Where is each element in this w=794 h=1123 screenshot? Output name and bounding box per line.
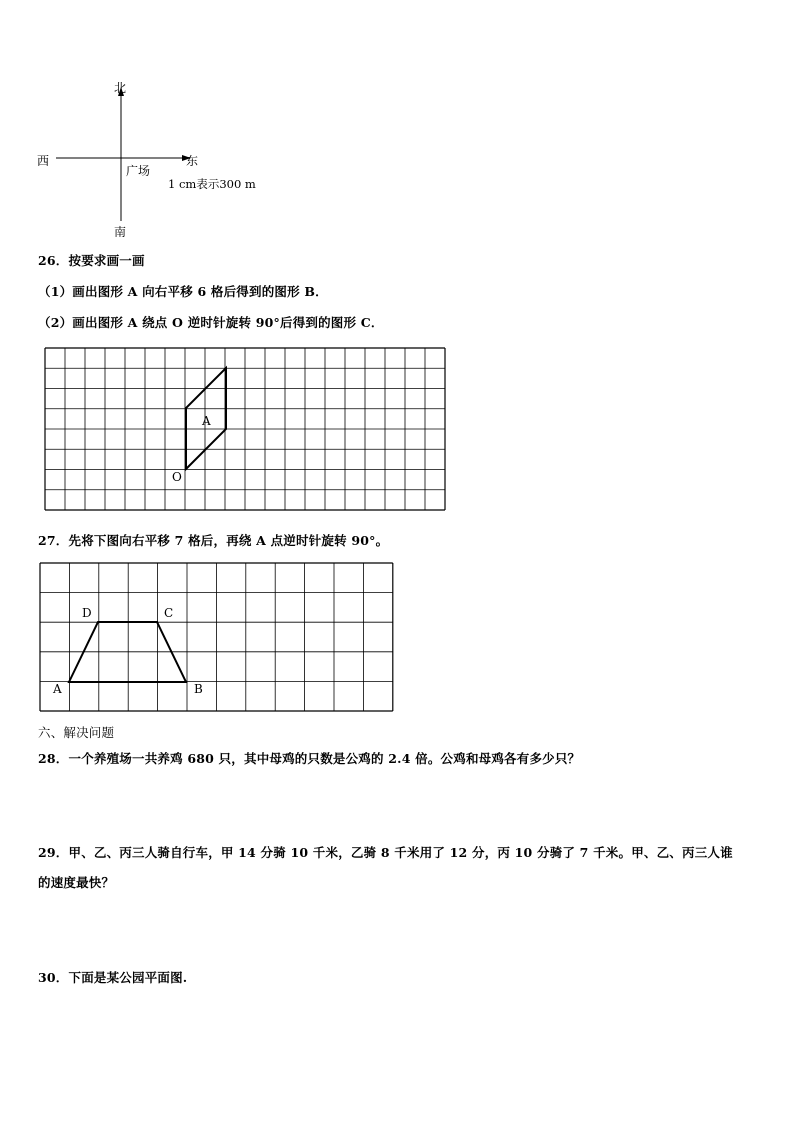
compass-west-label: 西 (37, 154, 50, 168)
q30-text: 30．下面是某公园平面图. (38, 970, 188, 985)
q26-title: 26．按要求画一画 (38, 253, 145, 268)
q27-label-a: A (53, 682, 62, 696)
compass-south-label: 南 (114, 225, 127, 239)
q26-label-a: A (202, 414, 211, 428)
q27-label-b: B (194, 682, 203, 696)
q29-line1: 29．甲、乙、丙三人骑自行车，甲 14 分骑 10 千米，乙骑 8 千米用了 12 分，丙 10 分骑了 7 千米。甲、乙、丙三人谁 (38, 845, 733, 860)
q28-text: 28．一个养殖场一共养鸡 680 只，其中母鸡的只数是公鸡的 2.4 倍。公鸡和母鸡各有多少只？ (38, 751, 581, 766)
q26-part1: （1）画出图形 A 向右平移 6 格后得到的图形 B． (38, 284, 328, 299)
scale-label: 1 cm表示300 m (168, 177, 256, 191)
q29-line2: 的速度最快？ (38, 875, 115, 890)
q27-label-d: D (82, 606, 92, 620)
section-6-title: 六、解决问题 (38, 725, 115, 740)
q26-part2: （2）画出图形 A 绕点 O 逆时针旋转 90°后得到的图形 C． (38, 315, 384, 330)
q27-label-c: C (164, 606, 174, 620)
q26-label-o: O (172, 470, 182, 484)
compass-north-label: 北 (114, 81, 127, 95)
square-label: 广场 (126, 164, 151, 178)
q27-title: 27．先将下图向右平移 7 格后，再绕 A 点逆时针旋转 90°。 (38, 533, 389, 548)
grid-lines (40, 563, 393, 711)
compass-east-label: 东 (186, 154, 199, 168)
